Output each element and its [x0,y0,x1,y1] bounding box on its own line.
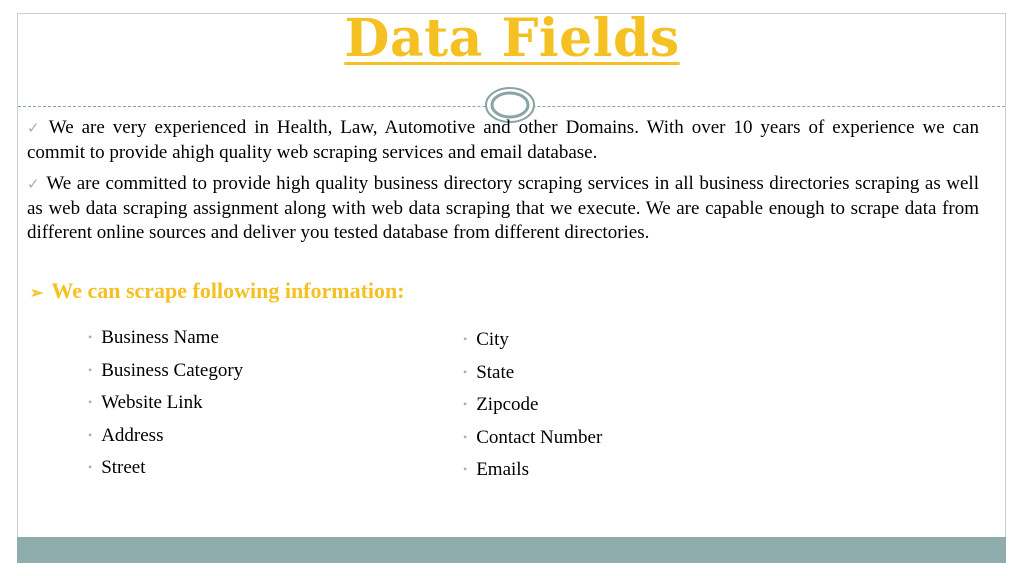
bullet-icon: • [88,427,93,442]
list-item: • Address [88,424,164,446]
footer-band [17,537,1006,563]
arrow-bullet-icon: ➢ [30,285,44,302]
bullet-icon: • [88,460,93,474]
slide-title: Data Fields [344,8,680,69]
paragraph-text: We are committed to provide high quality business directory scraping services in all business directories scraping as well as web data scraping assignment along with web data scraping that we execute. We are capable enough to scrape data from different online sources and deliver you tested database from different directories. [27,173,979,243]
bullet-icon: • [88,330,93,344]
subheading: ➢ We can scrape following information: [30,278,405,303]
list-item: • Emails [463,459,529,480]
bullet-icon: • [463,462,468,476]
bullet-icon: • [88,395,93,409]
checkmark-icon: ✓ [27,121,43,137]
bullet-icon: • [463,364,468,379]
list-item: • Zipcode [463,394,539,415]
list-item: • Website Link [88,392,203,413]
paragraph-experience [27,116,979,165]
list-item: • City [463,329,509,350]
fields-list-right [463,328,602,491]
list-item: • Business Name [88,327,219,348]
paragraph-text: We are very experienced in Health, Law, Automotive and other Domains. With over 10 years of experience we can commit to provide ahigh quality web scraping services and email database. [27,117,979,163]
bullet-icon: • [463,332,468,346]
bullet-icon: • [88,362,93,377]
list-item: • State [463,361,515,383]
checkmark-icon: ✓ [27,177,41,193]
list-item: • Contact Number [463,426,603,448]
fields-list-left [88,326,243,489]
bullet-icon: • [463,429,468,444]
list-item: • Business Category [88,359,244,381]
list-item: • Street [88,457,146,478]
bullet-icon: • [463,397,468,411]
paragraph-commitment [27,172,979,245]
